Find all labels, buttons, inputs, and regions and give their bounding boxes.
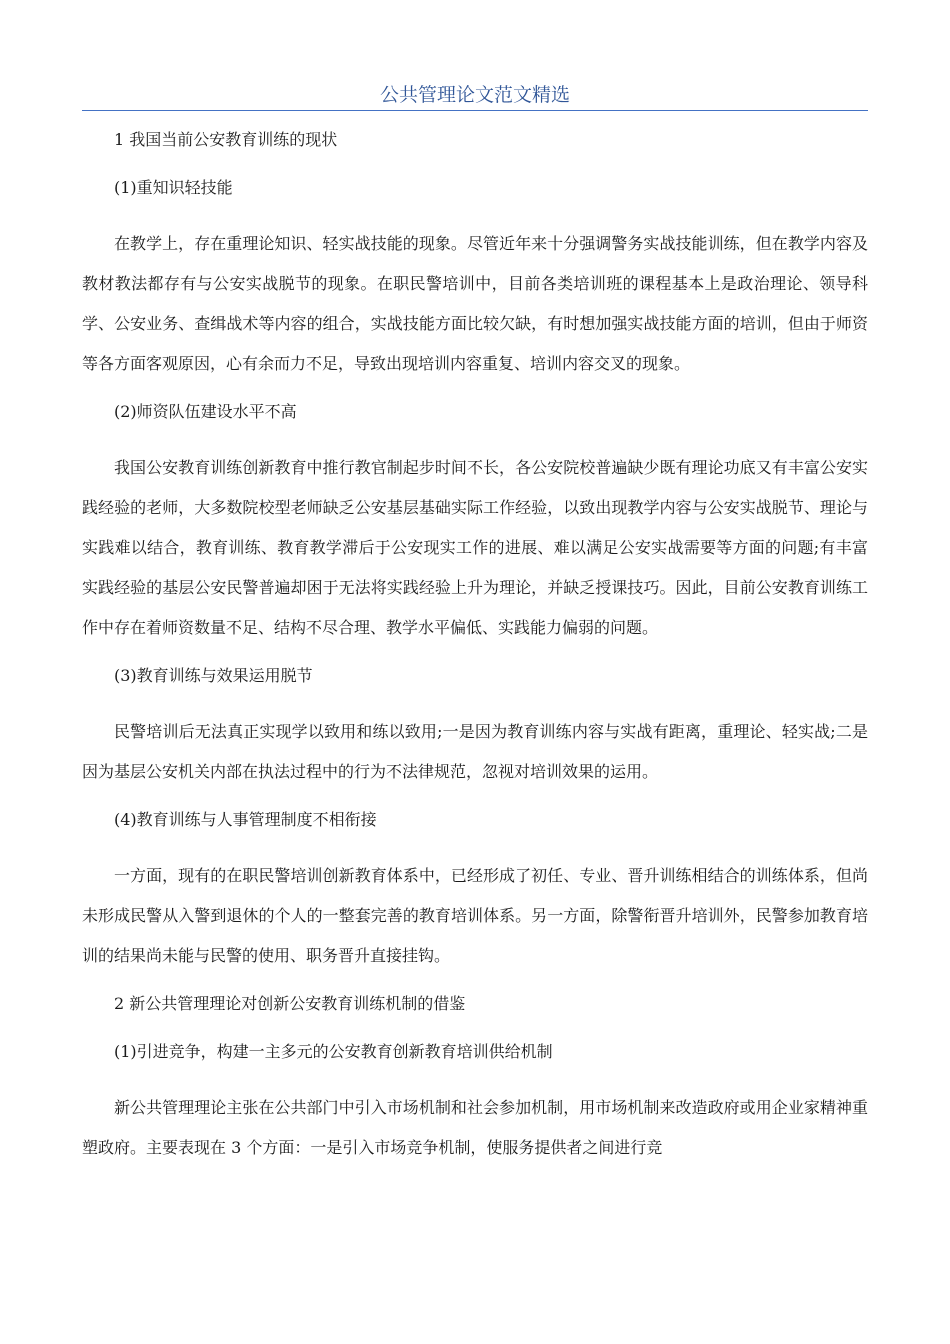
document-body — [82, 128, 868, 1168]
page-title: 公共管理论文范文精选 — [379, 84, 570, 106]
paragraph: 民警培训后无法真正实现学以致用和练以致用;一是因为教育训练内容与实战有距离，重理论、轻实战;二是因为基层公安机关内部在执法过程中的行为不法律规范，忽视对培训效果的运用。 — [82, 722, 868, 781]
section-heading: 2 新公共管理理论对创新公安教育训练机制的借鉴 — [114, 994, 466, 1013]
title-underline — [82, 110, 868, 111]
subsection-heading: (1)重知识轻技能 — [114, 178, 233, 197]
subsection-heading: (2)师资队伍建设水平不高 — [114, 402, 297, 421]
subsection-heading: (1)引进竞争，构建一主多元的公安教育创新教育培训供给机制 — [114, 1042, 553, 1061]
subsection-heading: (4)教育训练与人事管理制度不相衔接 — [114, 810, 377, 829]
subsection-heading: (3)教育训练与效果运用脱节 — [114, 666, 313, 685]
paragraph: 我国公安教育训练创新教育中推行教官制起步时间不长，各公安院校普遍缺少既有理论功底又有丰富公安实践经验的老师，大多数院校型老师缺乏公安基层基础实际工作经验，以致出现教学内容与公安实战脱节、理论与实践难以结合，教育训练、教育教学滞后于公安现实工作的进展、难以满足公安实战需要等方面的问题;有丰富实践经验的基层公安民警普遍却困于无法将实践经验上升为理论，并缺乏授课技巧。因此，目前公安教育训练工作中存在着师资数量不足、结构不尽合理、教学水平偏低、实践能力偏弱的问题。 — [82, 458, 868, 637]
paragraph: 在教学上，存在重理论知识、轻实战技能的现象。尽管近年来十分强调警务实战技能训练，但在教学内容及教材教法都存有与公安实战脱节的现象。在职民警培训中，目前各类培训班的课程基本上是政治理论、领导科学、公安业务、查缉战术等内容的组合，实战技能方面比较欠缺，有时想加强实战技能方面的培训，但由于师资等各方面客观原因，心有余而力不足，导致出现培训内容重复、培训内容交叉的现象。 — [82, 234, 868, 373]
paragraph: 一方面，现有的在职民警培训创新教育体系中，已经形成了初任、专业、晋升训练相结合的训练体系，但尚未形成民警从入警到退休的个人的一整套完善的教育培训体系。另一方面，除警衔晋升培训外，民警参加教育培训的结果尚未能与民警的使用、职务晋升直接挂钩。 — [82, 866, 868, 965]
section-heading: 1 我国当前公安教育训练的现状 — [114, 130, 338, 149]
paragraph: 新公共管理理论主张在公共部门中引入市场机制和社会参加机制，用市场机制来改造政府或用企业家精神重塑政府。主要表现在 3 个方面：一是引入市场竞争机制，使服务提供者之间进行竞 — [82, 1098, 868, 1157]
